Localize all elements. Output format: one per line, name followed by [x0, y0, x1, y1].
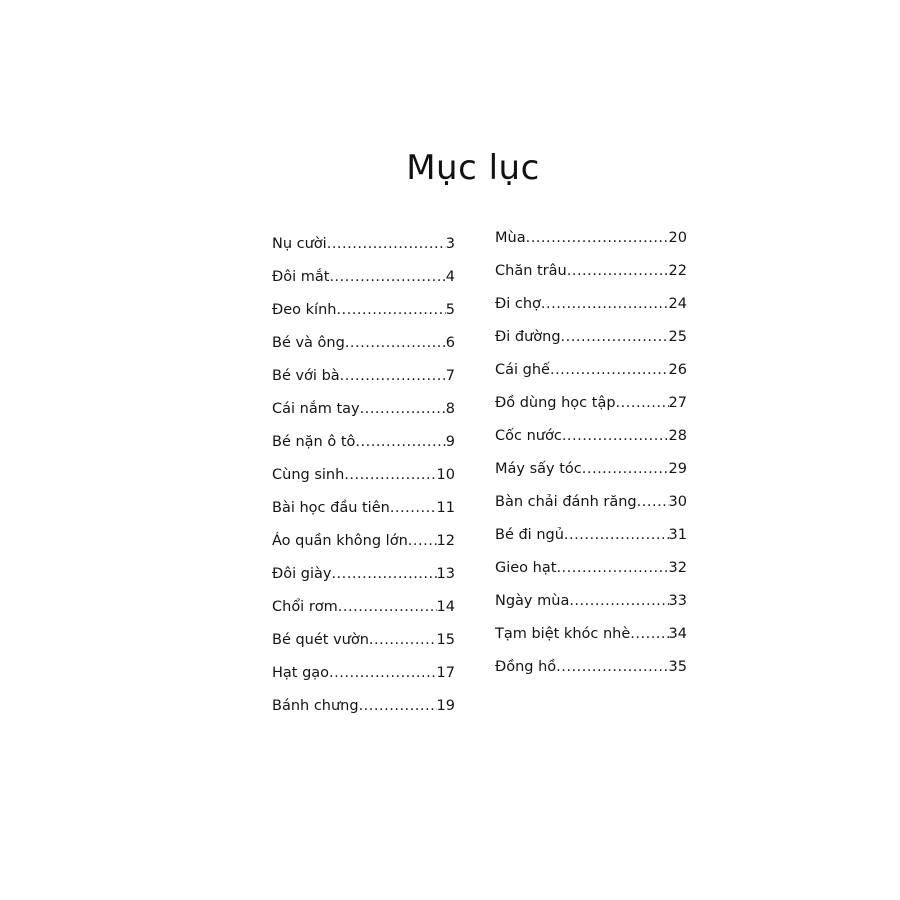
- dot-leader: [329, 261, 445, 294]
- toc-entry-page-number: 31: [668, 527, 687, 543]
- toc-entry: [272, 393, 455, 426]
- toc-entry-page-number: 24: [668, 296, 687, 312]
- toc-entry: [495, 453, 687, 486]
- dot-leader: [616, 387, 669, 420]
- toc-entry-title: Mùa: [495, 230, 526, 246]
- toc-entry-title: Gieo hạt: [495, 560, 557, 576]
- toc-entry: [495, 519, 687, 552]
- toc-entry-page-number: 17: [436, 665, 455, 681]
- dot-leader: [562, 420, 669, 453]
- dot-leader: [355, 426, 445, 459]
- dot-leader: [369, 624, 437, 657]
- dot-leader: [569, 585, 668, 618]
- toc-entry-title: Bánh chưng: [272, 698, 359, 714]
- page-title: Mục lục: [406, 148, 540, 188]
- dot-leader: [360, 393, 446, 426]
- dot-leader: [630, 618, 668, 651]
- dot-leader: [329, 657, 437, 690]
- toc-entry-page-number: 5: [445, 302, 455, 318]
- toc-entry-title: Đồ dùng học tập: [495, 395, 616, 411]
- toc-entry-title: Chổi rơm: [272, 599, 338, 615]
- toc-entry: [495, 288, 687, 321]
- toc-entry-page-number: 15: [436, 632, 455, 648]
- dot-leader: [359, 690, 437, 723]
- toc-entry: [495, 222, 687, 255]
- toc-entry: [272, 459, 455, 492]
- toc-entry: [272, 327, 455, 360]
- toc-entry-title: Hạt gạo: [272, 665, 330, 681]
- toc-entry: [272, 591, 455, 624]
- toc-entry-title: Cái nắm tay: [272, 401, 360, 417]
- toc-entry-title: Bé nặn ô tô: [272, 434, 356, 450]
- toc-entry-page-number: 34: [668, 626, 687, 642]
- dot-leader: [338, 591, 437, 624]
- toc-entry-title: Đồng hồ: [495, 659, 557, 675]
- toc-entry: [495, 321, 687, 354]
- dot-leader: [550, 354, 669, 387]
- toc-entry-page-number: 22: [668, 263, 687, 279]
- toc-entry-page-number: 32: [668, 560, 687, 576]
- dot-leader: [526, 222, 669, 255]
- toc-entry-page-number: 7: [445, 368, 455, 384]
- toc-entry-title: Nụ cười: [272, 236, 327, 252]
- toc-entry-title: Đi đường: [495, 329, 561, 345]
- dot-leader: [567, 255, 669, 288]
- toc-entry: [495, 387, 687, 420]
- toc-entry: [495, 354, 687, 387]
- toc-entry-title: Máy sấy tóc: [495, 461, 582, 477]
- toc-entry-page-number: 35: [668, 659, 687, 675]
- toc-entry: [272, 525, 455, 558]
- toc-entry: [272, 492, 455, 525]
- toc-entry-page-number: 13: [436, 566, 455, 582]
- toc-entry-page-number: 12: [436, 533, 455, 549]
- dot-leader: [561, 321, 669, 354]
- toc-entry-page-number: 33: [668, 593, 687, 609]
- toc-entry-title: Cùng sinh: [272, 467, 345, 483]
- toc-entry-title: Bé với bà: [272, 368, 340, 384]
- toc-entry-page-number: 25: [668, 329, 687, 345]
- toc-entry-page-number: 28: [668, 428, 687, 444]
- toc-entry-title: Đi chợ: [495, 296, 541, 312]
- toc-entry-title: Bé quét vườn: [272, 632, 369, 648]
- toc-entry-page-number: 6: [445, 335, 455, 351]
- toc-entry-page-number: 11: [436, 500, 455, 516]
- toc-entry-page-number: 27: [668, 395, 687, 411]
- toc-entry-title: Chăn trâu: [495, 263, 567, 279]
- toc-entry-title: Đôi giày: [272, 566, 332, 582]
- toc-entry-page-number: 20: [668, 230, 687, 246]
- toc-entry: [272, 261, 455, 294]
- toc-entry: [272, 657, 455, 690]
- toc-entry: [272, 294, 455, 327]
- toc-entry: [272, 690, 455, 723]
- toc-entry-page-number: 8: [445, 401, 455, 417]
- toc-entry-title: Áo quần không lớn: [272, 533, 408, 549]
- toc-entry: [495, 486, 687, 519]
- toc-entry: [272, 228, 455, 261]
- toc-entry-page-number: 19: [436, 698, 455, 714]
- toc-entry-page-number: 30: [668, 494, 687, 510]
- dot-leader: [637, 486, 669, 519]
- toc-entry-page-number: 4: [445, 269, 455, 285]
- toc-entry: [495, 618, 687, 651]
- dot-leader: [327, 228, 446, 261]
- toc-entry-page-number: 14: [436, 599, 455, 615]
- toc-entry-page-number: 29: [668, 461, 687, 477]
- toc-entry-page-number: 3: [445, 236, 455, 252]
- toc-entry-title: Bé và ông: [272, 335, 345, 351]
- toc-entry: [495, 585, 687, 618]
- toc-entry: [272, 624, 455, 657]
- toc-entry: [272, 360, 455, 393]
- dot-leader: [331, 558, 436, 591]
- toc-entry-title: Cốc nước: [495, 428, 562, 444]
- toc-entry: [272, 426, 455, 459]
- toc-entry: [272, 558, 455, 591]
- dot-leader: [336, 294, 445, 327]
- toc-entry-title: Ngày mùa: [495, 593, 570, 609]
- toc-entry: [495, 255, 687, 288]
- toc-entry-title: Tạm biệt khóc nhè: [495, 626, 631, 642]
- dot-leader: [541, 288, 669, 321]
- toc-entry-title: Đeo kính: [272, 302, 337, 318]
- toc-entry-title: Cái ghế: [495, 362, 550, 378]
- toc-entry-page-number: 9: [445, 434, 455, 450]
- dot-leader: [564, 519, 669, 552]
- toc-column-left: [272, 228, 455, 723]
- dot-leader: [390, 492, 437, 525]
- dot-leader: [408, 525, 437, 558]
- dot-leader: [345, 327, 446, 360]
- dot-leader: [556, 552, 668, 585]
- toc-entry: [495, 651, 687, 684]
- dot-leader: [556, 651, 668, 684]
- toc-entry: [495, 552, 687, 585]
- toc-entry-title: Đôi mắt: [272, 269, 330, 285]
- dot-leader: [344, 459, 436, 492]
- toc-entry-page-number: 10: [436, 467, 455, 483]
- toc-entry-page-number: 26: [668, 362, 687, 378]
- toc-column-right: [495, 222, 687, 684]
- dot-leader: [582, 453, 669, 486]
- dot-leader: [340, 360, 446, 393]
- toc-entry: [495, 420, 687, 453]
- toc-entry-title: Bé đi ngủ: [495, 527, 564, 543]
- toc-entry-title: Bài học đầu tiên: [272, 500, 390, 516]
- toc-entry-title: Bàn chải đánh răng: [495, 494, 637, 510]
